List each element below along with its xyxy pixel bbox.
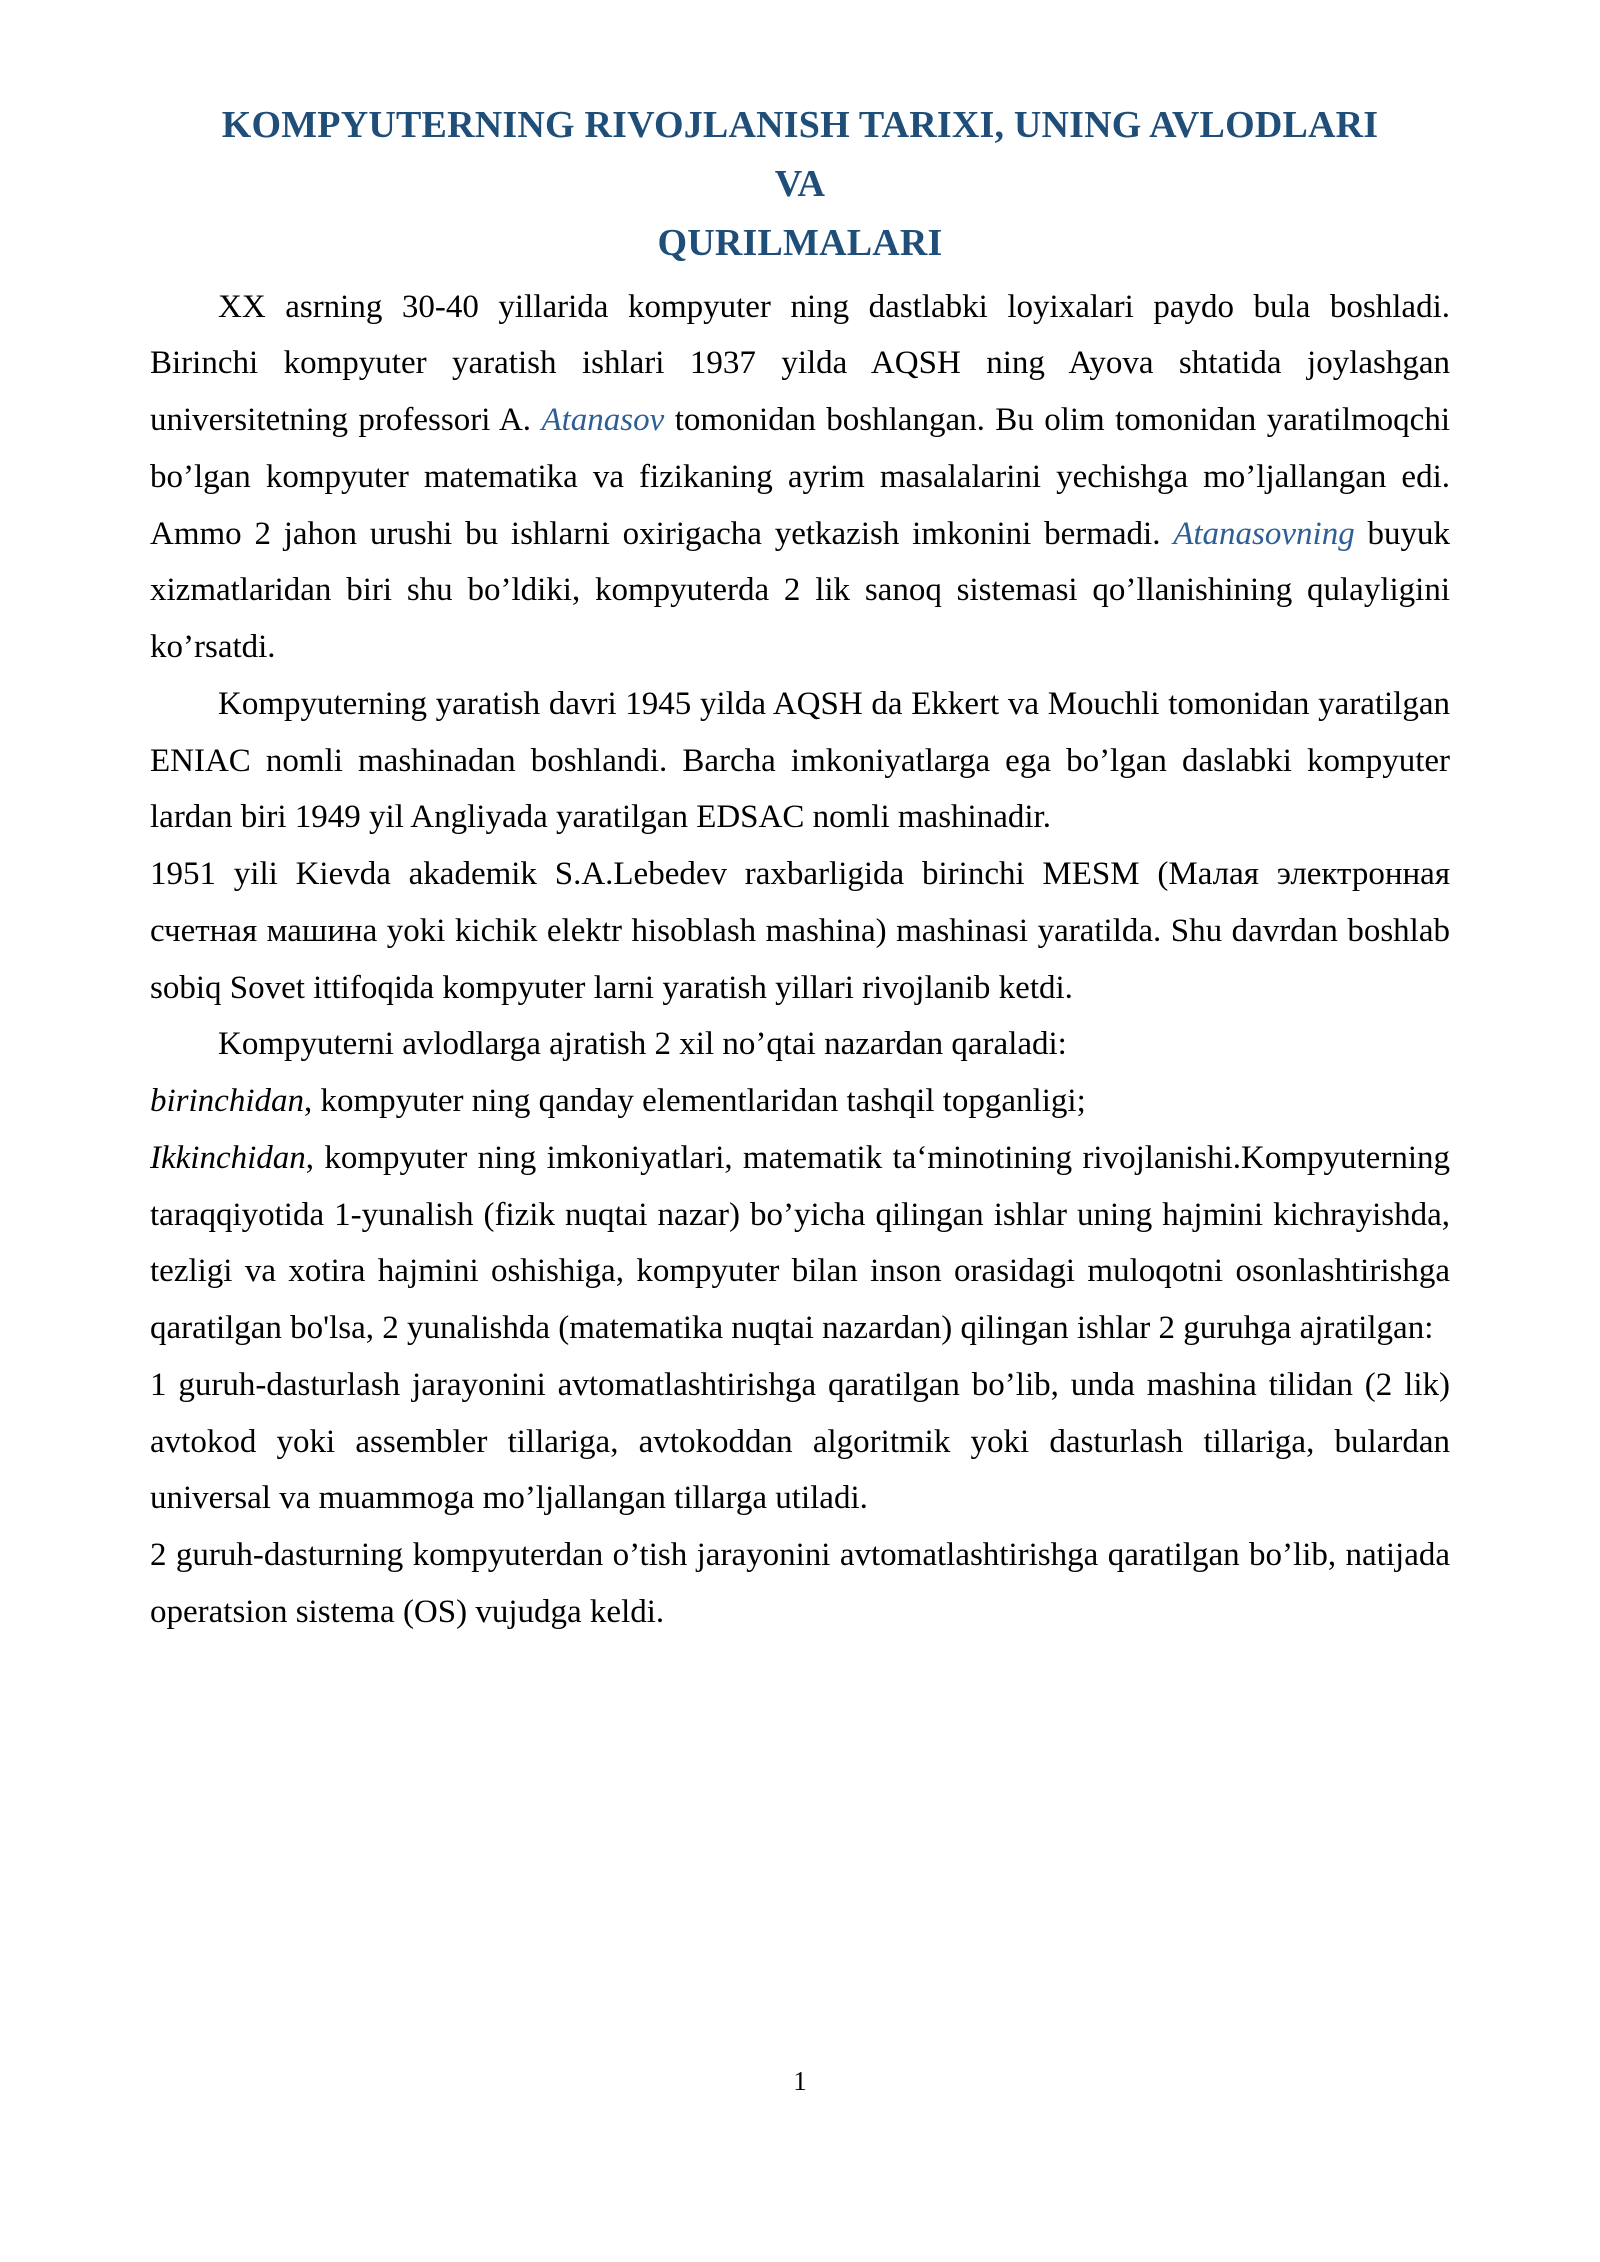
paragraph-1-part-b: tomonidan boshlangan. Bu olim tomonidan yaratilmoqchi bo’lgan kompyuter matematika va fizikaning ayrim masalalarini yechishga mo’ljallangan edi. Ammo 2 jahon urushi bu ishlarni oxirigacha yetkazish imkonini bermadi. <box>150 402 1450 552</box>
paragraph-4-part-a: Kompyuterni avlodlarga ajratish 2 xil no’qtai nazardan qaraladi: <box>218 1026 1067 1063</box>
paragraph-1-part-a: XX asrning 30-40 yillarida kompyuter ning dastlabki loyixalari paydo bula boshladi. Birinchi kompyuter yaratish ishlari 1937 yilda AQSH ning Ayova shtatida joylashgan universitetning professori A. <box>150 288 1450 439</box>
page-title-line-1: KOMPYUTERNING RIVOJLANISH TARIXI, UNING AVLODLARI VA <box>221 104 1379 205</box>
paragraph-5 <box>150 1130 1450 1357</box>
paragraph-4 <box>150 1016 1450 1130</box>
paragraph-2: Kompyuterning yaratish davri 1945 yilda AQSH da Ekkert va Mouchli tomonidan yaratilgan ENIAC nomli mashinadan boshlandi. Barcha imkoniyatlarga ega bo’lgan daslabki kompyuter lardan biri 1949 yil Angliyada yaratilgan EDSAC nomli mashinadir. <box>150 685 1450 836</box>
paragraph-4-part-b: , kompyuter ning qanday elementlaridan tashqil topganligi; <box>304 1083 1086 1120</box>
paragraph-1 <box>150 279 1450 676</box>
page-number: 1 <box>793 2066 807 2096</box>
paragraph-1-part-c: buyuk xizmatlaridan biri shu bo’ldiki, kompyuterda 2 lik sanoq sistemasi qo’llanishining qulayligini ko’rsatdi. <box>150 515 1451 666</box>
paragraph-5-part-a: , kompyuter ning imkoniyatlari, matematik ta‘minotining rivojlanishi.Kompyuterning taraqqiyotida 1-yunalish (fizik nuqtai nazar) bo’yicha qilingan ishlar uning hajmini kichrayishda, tezligi va xotira hajmini oshishiga, kompyuter bilan inson orasidagi muloqotni osonlashtirishga qaratilgan bo'lsa, 2 yunalishda (matematika nuqtai nazardan) qilingan ishlar 2 guruhga ajratilgan: <box>150 1139 1450 1347</box>
emphasis-birinchidan: birinchidan <box>150 1083 304 1120</box>
highlight-atanasov: Atanasov <box>541 402 665 439</box>
emphasis-ikkinchidan: Ikkinchidan <box>150 1139 306 1176</box>
paragraph-6: 1 guruh-dasturlash jarayonini avtomatlashtirishga qaratilgan bo’lib, unda mashina tilidan (2 lik) avtokod yoki assembler tillariga, avtokoddan algoritmik yoki dasturlash tillariga, bulardan universal va muammoga mo’ljallangan tillarga utiladi. <box>150 1366 1450 1517</box>
page-title <box>150 96 1450 273</box>
document-body <box>150 279 1450 1641</box>
highlight-atanasovning: Atanasovning <box>1173 515 1355 552</box>
paragraph-7: 2 guruh-dasturning kompyuterdan o’tish jarayonini avtomatlashtirishga qaratilgan bo’lib, natijada operatsion sistema (OS) vujudga keldi. <box>150 1537 1450 1630</box>
page-title-line-2: QURILMALARI <box>657 221 943 264</box>
paragraph-3: 1951 yili Kievda akademik S.A.Lebedev raxbarligida birinchi MESM (Малая электронная счетная машина yoki kichik elektr hisoblash mashina) mashinasi yaratilda. Shu davrdan boshlab sobiq Sovet ittifoqida kompyuter larni yaratish yillari rivojlanib ketdi. <box>150 856 1450 1006</box>
